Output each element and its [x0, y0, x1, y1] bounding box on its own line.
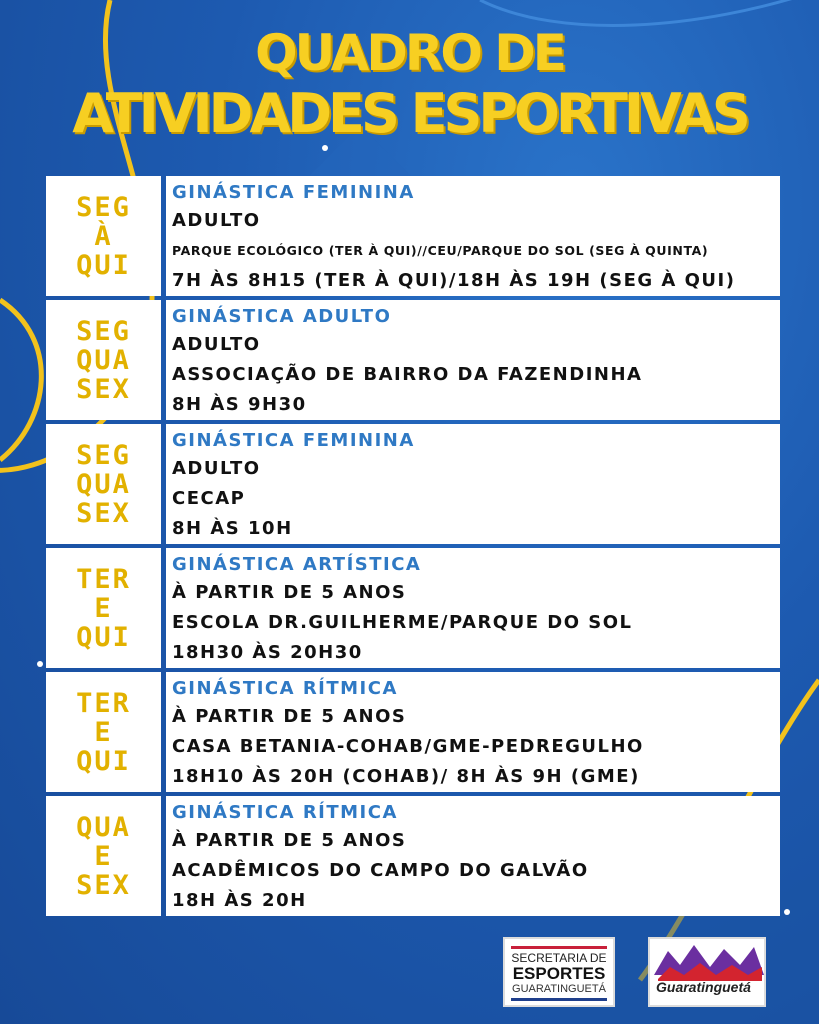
activity-audience: ADULTO — [172, 458, 261, 479]
activity-cell — [166, 796, 780, 916]
activity-time: 8H ÀS 10H — [172, 518, 293, 539]
table-row — [46, 796, 780, 920]
activity-cell — [166, 300, 780, 420]
activity-cell — [166, 176, 780, 296]
activity-audience: À PARTIR DE 5 ANOS — [172, 706, 407, 727]
city-logo-name: Guaratinguetá — [656, 979, 751, 995]
days-cell — [46, 424, 161, 544]
days-cell — [46, 300, 161, 420]
secretaria-esportes-logo — [503, 937, 615, 1007]
day-label: SEX — [76, 497, 131, 529]
activity-cell — [166, 424, 780, 544]
day-label: E — [94, 592, 113, 624]
table-row — [46, 672, 780, 796]
activity-location: CASA BETANIA-COHAB/GME-PEDREGULHO — [172, 736, 644, 757]
day-label: QUA — [76, 468, 131, 500]
logo-blue-stripe — [511, 998, 607, 1001]
activity-name: GINÁSTICA FEMININA — [172, 182, 415, 203]
days-cell — [46, 796, 161, 916]
activity-audience: ADULTO — [172, 210, 261, 231]
activity-time: 7H ÀS 8H15 (TER À QUI)/18H ÀS 19H (SEG À QUI) — [172, 270, 736, 291]
activity-name: GINÁSTICA ARTÍSTICA — [172, 554, 422, 575]
day-label: SEG — [76, 315, 131, 347]
activity-location: ACADÊMICOS DO CAMPO DO GALVÃO — [172, 860, 589, 881]
table-row — [46, 176, 780, 300]
table-row — [46, 424, 780, 548]
table-row — [46, 548, 780, 672]
days-cell — [46, 672, 161, 792]
day-label: TER — [76, 563, 131, 595]
activity-cell — [166, 672, 780, 792]
day-label: TER — [76, 687, 131, 719]
activity-location: CECAP — [172, 488, 246, 509]
logo-secretaria-text: SECRETARIA DE — [511, 951, 607, 965]
day-label: À — [94, 220, 113, 252]
day-label: QUA — [76, 811, 131, 843]
days-cell — [46, 548, 161, 668]
page-title-line-2: ATIVIDADES ESPORTIVAS — [72, 82, 747, 145]
activities-table — [46, 176, 780, 920]
activity-time: 18H10 ÀS 20H (COHAB)/ 8H ÀS 9H (GME) — [172, 766, 640, 787]
logo-red-stripe — [511, 946, 607, 949]
day-label: SEX — [76, 373, 131, 405]
activity-location: ASSOCIAÇÃO DE BAIRRO DA FAZENDINHA — [172, 364, 643, 385]
day-label: QUI — [76, 621, 131, 653]
day-label: QUI — [76, 249, 131, 281]
activity-location: PARQUE ECOLÓGICO (TER À QUI)//CEU/PARQUE DO SOL (SEG À QUINTA) — [172, 243, 709, 258]
logo-city-text: GUARATINGUETÁ — [512, 983, 606, 995]
activity-audience: À PARTIR DE 5 ANOS — [172, 830, 407, 851]
activity-time: 8H ÀS 9H30 — [172, 394, 307, 415]
activity-time: 18H30 ÀS 20H30 — [172, 642, 363, 663]
day-label: SEX — [76, 869, 131, 901]
activity-audience: À PARTIR DE 5 ANOS — [172, 582, 407, 603]
activity-cell — [166, 548, 780, 668]
day-label: QUA — [76, 344, 131, 376]
page-title-line-1: QUADRO DE — [255, 24, 564, 82]
day-label: QUI — [76, 745, 131, 777]
day-label: SEG — [76, 191, 131, 223]
activity-name: GINÁSTICA FEMININA — [172, 430, 415, 451]
day-label: E — [94, 840, 113, 872]
activity-name: GINÁSTICA ADULTO — [172, 306, 392, 327]
activity-name: GINÁSTICA RÍTMICA — [172, 802, 398, 823]
day-label: SEG — [76, 439, 131, 471]
days-cell — [46, 176, 161, 296]
activity-audience: ADULTO — [172, 334, 261, 355]
logo-esportes-text: ESPORTES — [512, 964, 606, 983]
day-label: E — [94, 716, 113, 748]
activity-name: GINÁSTICA RÍTMICA — [172, 678, 398, 699]
activity-time: 18H ÀS 20H — [172, 890, 307, 911]
table-row — [46, 300, 780, 424]
guaratingueta-city-logo — [648, 937, 766, 1007]
activity-location: ESCOLA DR.GUILHERME/PARQUE DO SOL — [172, 612, 633, 633]
mountains-icon — [650, 939, 766, 1007]
